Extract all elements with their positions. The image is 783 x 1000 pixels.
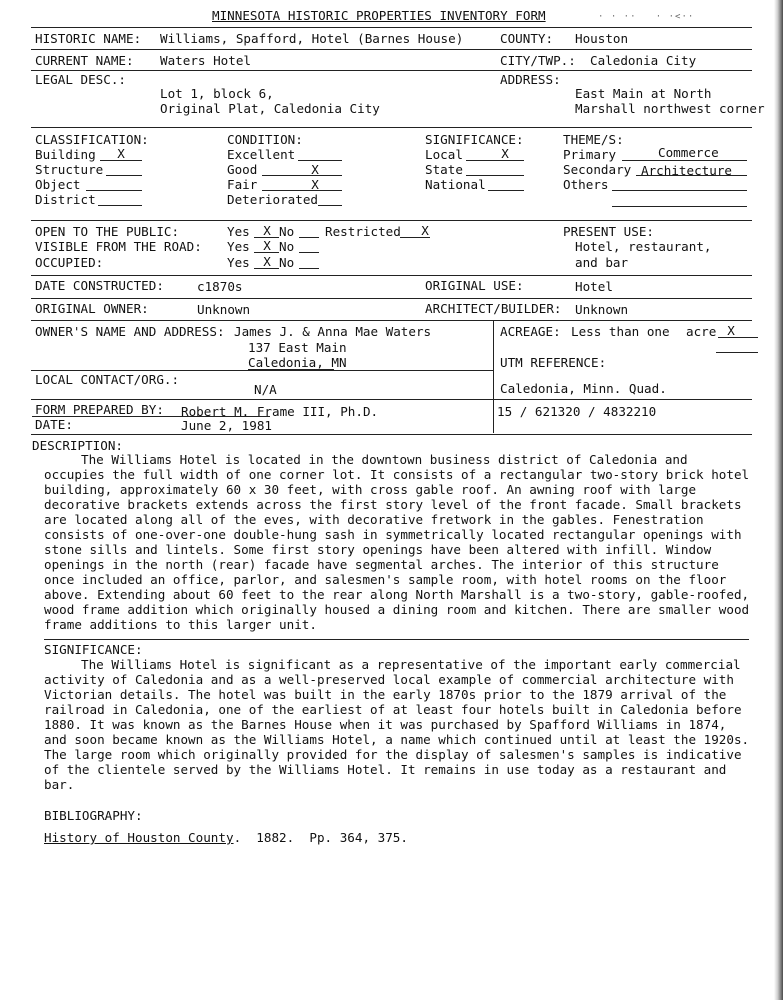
acreage-label: ACREAGE: (500, 324, 561, 339)
historic-name-value: Williams, Spafford, Hotel (Barnes House) (160, 31, 464, 46)
city-twp-value: Caledonia City (590, 53, 697, 68)
legal-desc-line-1: Lot 1, block 6, (160, 86, 274, 101)
occupied-yes-mark: X (263, 254, 271, 269)
present-use-label: PRESENT USE: (563, 224, 654, 239)
themes-label: THEME/S: (563, 132, 624, 147)
legal-desc-line-2: Original Plat, Caledonia City (160, 101, 380, 116)
present-use-line-1: Hotel, restaurant, (575, 239, 712, 254)
rule (31, 320, 752, 321)
open-yes: Yes (227, 224, 250, 239)
present-use-line-2: and bar (575, 255, 629, 270)
restricted-mark: X (421, 223, 429, 238)
visible-road-label: VISIBLE FROM THE ROAD: (35, 239, 202, 254)
rule (31, 275, 752, 276)
original-use-value: Hotel (575, 279, 613, 294)
acre-mark: X (727, 323, 735, 338)
blank-line (299, 252, 319, 253)
occupied-label: OCCUPIED: (35, 255, 104, 270)
blank-line (98, 205, 142, 206)
building-check-mark: X (117, 146, 125, 161)
historic-name-label: HISTORIC NAME: (35, 31, 142, 46)
original-use-label: ORIGINAL USE: (425, 278, 524, 293)
prepared-by-value: Robert M. Frame III, Ph.D. (181, 404, 379, 419)
bibliography-details: . 1882. Pp. 364, 375. (233, 830, 408, 845)
good-check-mark: X (311, 162, 319, 177)
bibliography-label: BIBLIOGRAPHY: (44, 808, 143, 823)
significance-text: The Williams Hotel is significant as a representative of the important early commercial activity of Caledonia and as a well-preserved local example of commercial architecture with Victorian details. The hotel was built in the early 1870s prior to the 1879 arrival of the railroad in Caledonia, one of the earliest of at least four hotels built in Caledonia before 1880. It was known as the Barnes House when it was purchased by Spafford Williams in 1874, and soon became known as the Williams Hotel, a name which continued until at least the 1920s. The large room which originally provided for the display of salesmen's samples is indicative of the clientele served by the Williams Hotel. It remains in use today as a restaurant and bar. (44, 657, 750, 792)
classification-label: CLASSIFICATION: (35, 132, 149, 147)
county-value: Houston (575, 31, 629, 46)
legal-desc-label: LEGAL DESC.: (35, 72, 126, 87)
rule (31, 370, 493, 371)
condition-fair: Fair (227, 177, 258, 192)
blank-line (106, 175, 142, 176)
address-label: ADDRESS: (500, 72, 561, 87)
open-yes-mark: X (263, 223, 271, 238)
fair-check-mark: X (311, 177, 319, 192)
blank-line (716, 352, 758, 353)
open-no: No (279, 224, 295, 239)
rule (31, 434, 752, 435)
open-public-label: OPEN TO THE PUBLIC: (35, 224, 180, 239)
date-value: June 2, 1981 (181, 418, 272, 433)
blank-line (612, 206, 747, 207)
classification-district: District (35, 192, 96, 207)
rule (44, 639, 749, 640)
rule (31, 127, 752, 128)
significance-state: State (425, 162, 463, 177)
rule (31, 27, 752, 28)
column-divider (493, 320, 494, 433)
margin-mark: · · ·· · ·<·· (598, 12, 695, 22)
significance-local: Local (425, 147, 463, 162)
significance-national: National (425, 177, 486, 192)
county-label: COUNTY: (500, 31, 554, 46)
blank-line (298, 160, 342, 161)
occupied-yes: Yes (227, 255, 250, 270)
date-constructed-value: c1870s (197, 279, 243, 294)
blank-line (612, 190, 747, 191)
blank-line (32, 416, 270, 417)
significance-level-label: SIGNIFICANCE: (425, 132, 524, 147)
owner-line-3: Caledonia, MN (248, 355, 347, 370)
acreage-value: Less than one (571, 324, 670, 339)
bibliography-title: History of Houston County (44, 830, 234, 845)
quad-value: Caledonia, Minn. Quad. (500, 381, 667, 396)
rule (31, 298, 752, 299)
theme-primary-value: Commerce (658, 145, 719, 160)
local-contact-value: N/A (254, 382, 277, 397)
theme-primary-label: Primary (563, 147, 617, 162)
owner-label: OWNER'S NAME AND ADDRESS: (35, 324, 225, 339)
architect-label: ARCHITECT/BUILDER: (425, 301, 562, 316)
classification-building: Building (35, 147, 96, 162)
date-label: DATE: (35, 417, 73, 432)
theme-secondary-value: Architecture (641, 163, 732, 178)
condition-excellent: Excellent (227, 147, 296, 162)
blank-line (488, 190, 524, 191)
open-restricted: Restricted (325, 224, 401, 239)
address-line-1: East Main at North (575, 86, 712, 101)
blank-line (622, 160, 747, 161)
theme-others-label: Others (563, 177, 609, 192)
form-title: MINNESOTA HISTORIC PROPERTIES INVENTORY FORM (212, 8, 546, 23)
date-constructed-label: DATE CONSTRUCTED: (35, 278, 164, 293)
local-contact-label: LOCAL CONTACT/ORG.: (35, 372, 180, 387)
theme-secondary-label: Secondary (563, 162, 632, 177)
classification-structure: Structure (35, 162, 104, 177)
local-check-mark: X (501, 146, 509, 161)
utm-value: 15 / 621320 / 4832210 (497, 404, 657, 419)
rule (31, 399, 752, 400)
description-text: The Williams Hotel is located in the downtown business district of Caledonia and occupies the full width of one corner lot. It consists of a rectangular two-story brick hotel building, approximately 60 x 30 feet, with cross gable roof. An awning roof with large decorative brackets extends across the first story level of the front facade. Small brackets are located along all of the eves, with decorative fretwork in the gables. Fenestration consists of one-over-one double-hung sash in symmetrically located rectangular openings with stone sills and lintels. Some first story openings have been altered with infill. Window openings in the north (rear) facade have segmental arches. The interior of this structure once included an office, parlor, and salesmen's sample room, with hotel rooms on the floor above. Extending about 60 feet to the rear along North Marshall is a two-story, gable-roofed, wood frame addition which originally housed a dining room and kitchen. There are smaller wood frame additions to this larger unit. (44, 452, 750, 632)
utm-label: UTM REFERENCE: (500, 355, 607, 370)
original-owner-label: ORIGINAL OWNER: (35, 301, 149, 316)
significance-label: SIGNIFICANCE: (44, 642, 143, 657)
occupied-no: No (279, 255, 295, 270)
prepared-by-label: FORM PREPARED BY: (35, 402, 164, 417)
blank-line (86, 190, 142, 191)
visible-yes-mark: X (263, 238, 271, 253)
rule (31, 70, 752, 71)
rule (31, 220, 752, 221)
visible-no: No (279, 239, 295, 254)
blank-line (299, 268, 319, 269)
owner-line-2: 137 East Main (248, 340, 347, 355)
condition-label: CONDITION: (227, 132, 303, 147)
original-owner-value: Unknown (197, 302, 251, 317)
condition-deteriorated: Deteriorated (227, 192, 318, 207)
visible-yes: Yes (227, 239, 250, 254)
blank-line (299, 237, 319, 238)
owner-line-1: James J. & Anna Mae Waters (234, 324, 432, 339)
bibliography-entry (44, 830, 408, 845)
acre-label: acre (686, 324, 717, 339)
blank-line (466, 175, 524, 176)
condition-good: Good (227, 162, 258, 177)
scan-edge (774, 0, 783, 1000)
architect-value: Unknown (575, 302, 629, 317)
rule (31, 49, 752, 50)
city-twp-label: CITY/TWP.: (500, 53, 576, 68)
description-label: DESCRIPTION: (32, 438, 123, 453)
blank-line (318, 205, 342, 206)
current-name-label: CURRENT NAME: (35, 53, 134, 68)
address-line-2: Marshall northwest corner (575, 101, 765, 116)
current-name-value: Waters Hotel (160, 53, 251, 68)
classification-object: Object (35, 177, 81, 192)
